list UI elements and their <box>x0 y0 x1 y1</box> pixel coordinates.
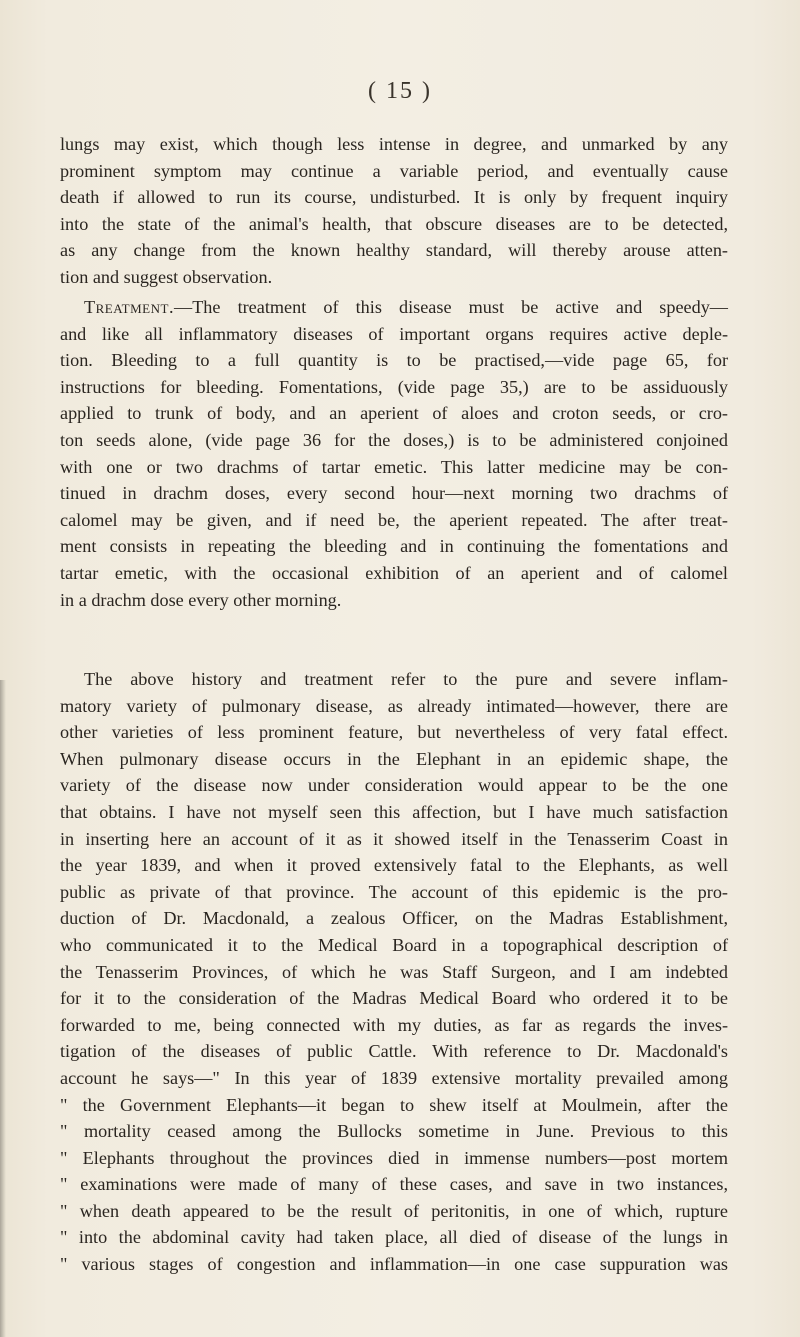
text-line: " Elephants throughout the provinces died in immense numbers—post mortem <box>60 1147 728 1168</box>
page-binding-shadow <box>0 680 6 1337</box>
paragraph-epidemic <box>60 666 728 1278</box>
text-line: other varieties of less prominent feature, but nevertheless of very fatal effect. <box>60 722 728 743</box>
text-line: tigation of the diseases of public Cattle. With reference to Dr. Macdonald's <box>60 1041 728 1062</box>
text-line: tartar emetic, with the occasional exhibition of an aperient and of calomel <box>60 562 728 583</box>
text-line: prominent symptom may continue a variable period, and eventually cause <box>60 160 728 181</box>
text-line: forwarded to me, being connected with my duties, as far as regards the inves- <box>60 1014 728 1035</box>
text-line: and like all inflammatory diseases of important organs requires active deple- <box>60 323 728 344</box>
text-line: " various stages of congestion and inflammation—in one case suppuration was <box>60 1254 728 1275</box>
treatment-first-line <box>60 294 728 321</box>
text-line: lungs may exist, which though less intense in degree, and unmarked by any <box>60 134 728 154</box>
text-line: who communicated it to the Medical Board in a topographical description of <box>60 934 728 955</box>
text-line: applied to trunk of body, and an aperient of aloes and croton seeds, or cro- <box>60 403 728 424</box>
text-line: tion. Bleeding to a full quantity is to be practised,—vide page 65, for <box>60 350 728 371</box>
page-number: ( 15 ) <box>368 78 432 104</box>
text-line: the Tenasserim Provinces, of which he was Staff Surgeon, and I am indebted <box>60 961 728 982</box>
text-line: " into the abdominal cavity had taken place, all died of disease of the lungs in <box>60 1227 728 1248</box>
text-line: account he says—" In this year of 1839 extensive mortality prevailed among <box>60 1067 728 1088</box>
text-line: " mortality ceased among the Bullocks sometime in June. Previous to this <box>60 1121 728 1142</box>
treatment-first-rest: —The treatment of this disease must be active and speedy— <box>174 297 728 317</box>
text-line: " when death appeared to be the result of peritonitis, in one of which, rupture <box>60 1200 728 1221</box>
treatment-heading: Treatment. <box>84 297 174 317</box>
text-line: death if allowed to run its course, undisturbed. It is only by frequent inquiry <box>60 187 728 208</box>
text-line: for it to the consideration of the Madras Medical Board who ordered it to be <box>60 988 728 1009</box>
text-line: The above history and treatment refer to the pure and severe inflam- <box>84 669 728 689</box>
text-line: tinued in drachm doses, every second hour—next morning two drachms of <box>60 483 728 504</box>
text-line: in inserting here an account of it as it showed itself in the Tenasserim Coast in <box>60 828 728 849</box>
text-line: " the Government Elephants—it began to shew itself at Moulmein, after the <box>60 1094 728 1115</box>
text-line: " examinations were made of many of these cases, and save in two instances, <box>60 1174 728 1195</box>
text-line: as any change from the known healthy standard, will thereby arouse atten- <box>60 240 728 261</box>
text-line: variety of the disease now under consideration would appear to be the one <box>60 775 728 796</box>
text-line: instructions for bleeding. Fomentations, (vide page 35,) are to be assiduously <box>60 376 728 397</box>
text-line: tion and suggest observation. <box>60 266 273 287</box>
text-line: ment consists in repeating the bleeding and in continuing the fomentations and <box>60 536 728 557</box>
text-line: with one or two drachms of tartar emetic. This latter medicine may be con- <box>60 456 728 477</box>
text-line: duction of Dr. Macdonald, a zealous Officer, on the Madras Establishment, <box>60 908 728 929</box>
text-line: the year 1839, and when it proved extensively fatal to the Elephants, as well <box>60 855 728 876</box>
text-line: matory variety of pulmonary disease, as already intimated—however, there are <box>60 695 728 716</box>
text-line: public as private of that province. The account of this epidemic is the pro- <box>60 881 728 902</box>
text-line: into the state of the animal's health, that obscure diseases are to be detected, <box>60 213 728 234</box>
text-line: ton seeds alone, (vide page 36 for the doses,) is to be administered conjoined <box>60 429 728 450</box>
text-line: When pulmonary disease occurs in the Elephant in an epidemic shape, the <box>60 748 728 769</box>
paragraph-treatment <box>60 294 728 613</box>
paragraph-lungs <box>60 131 728 291</box>
text-line: calomel may be given, and if need be, the aperient repeated. The after treat- <box>60 509 728 530</box>
text-line: in a drachm dose every other morning. <box>60 589 342 610</box>
text-line: that obtains. I have not myself seen this affection, but I have much satisfaction <box>60 801 728 822</box>
